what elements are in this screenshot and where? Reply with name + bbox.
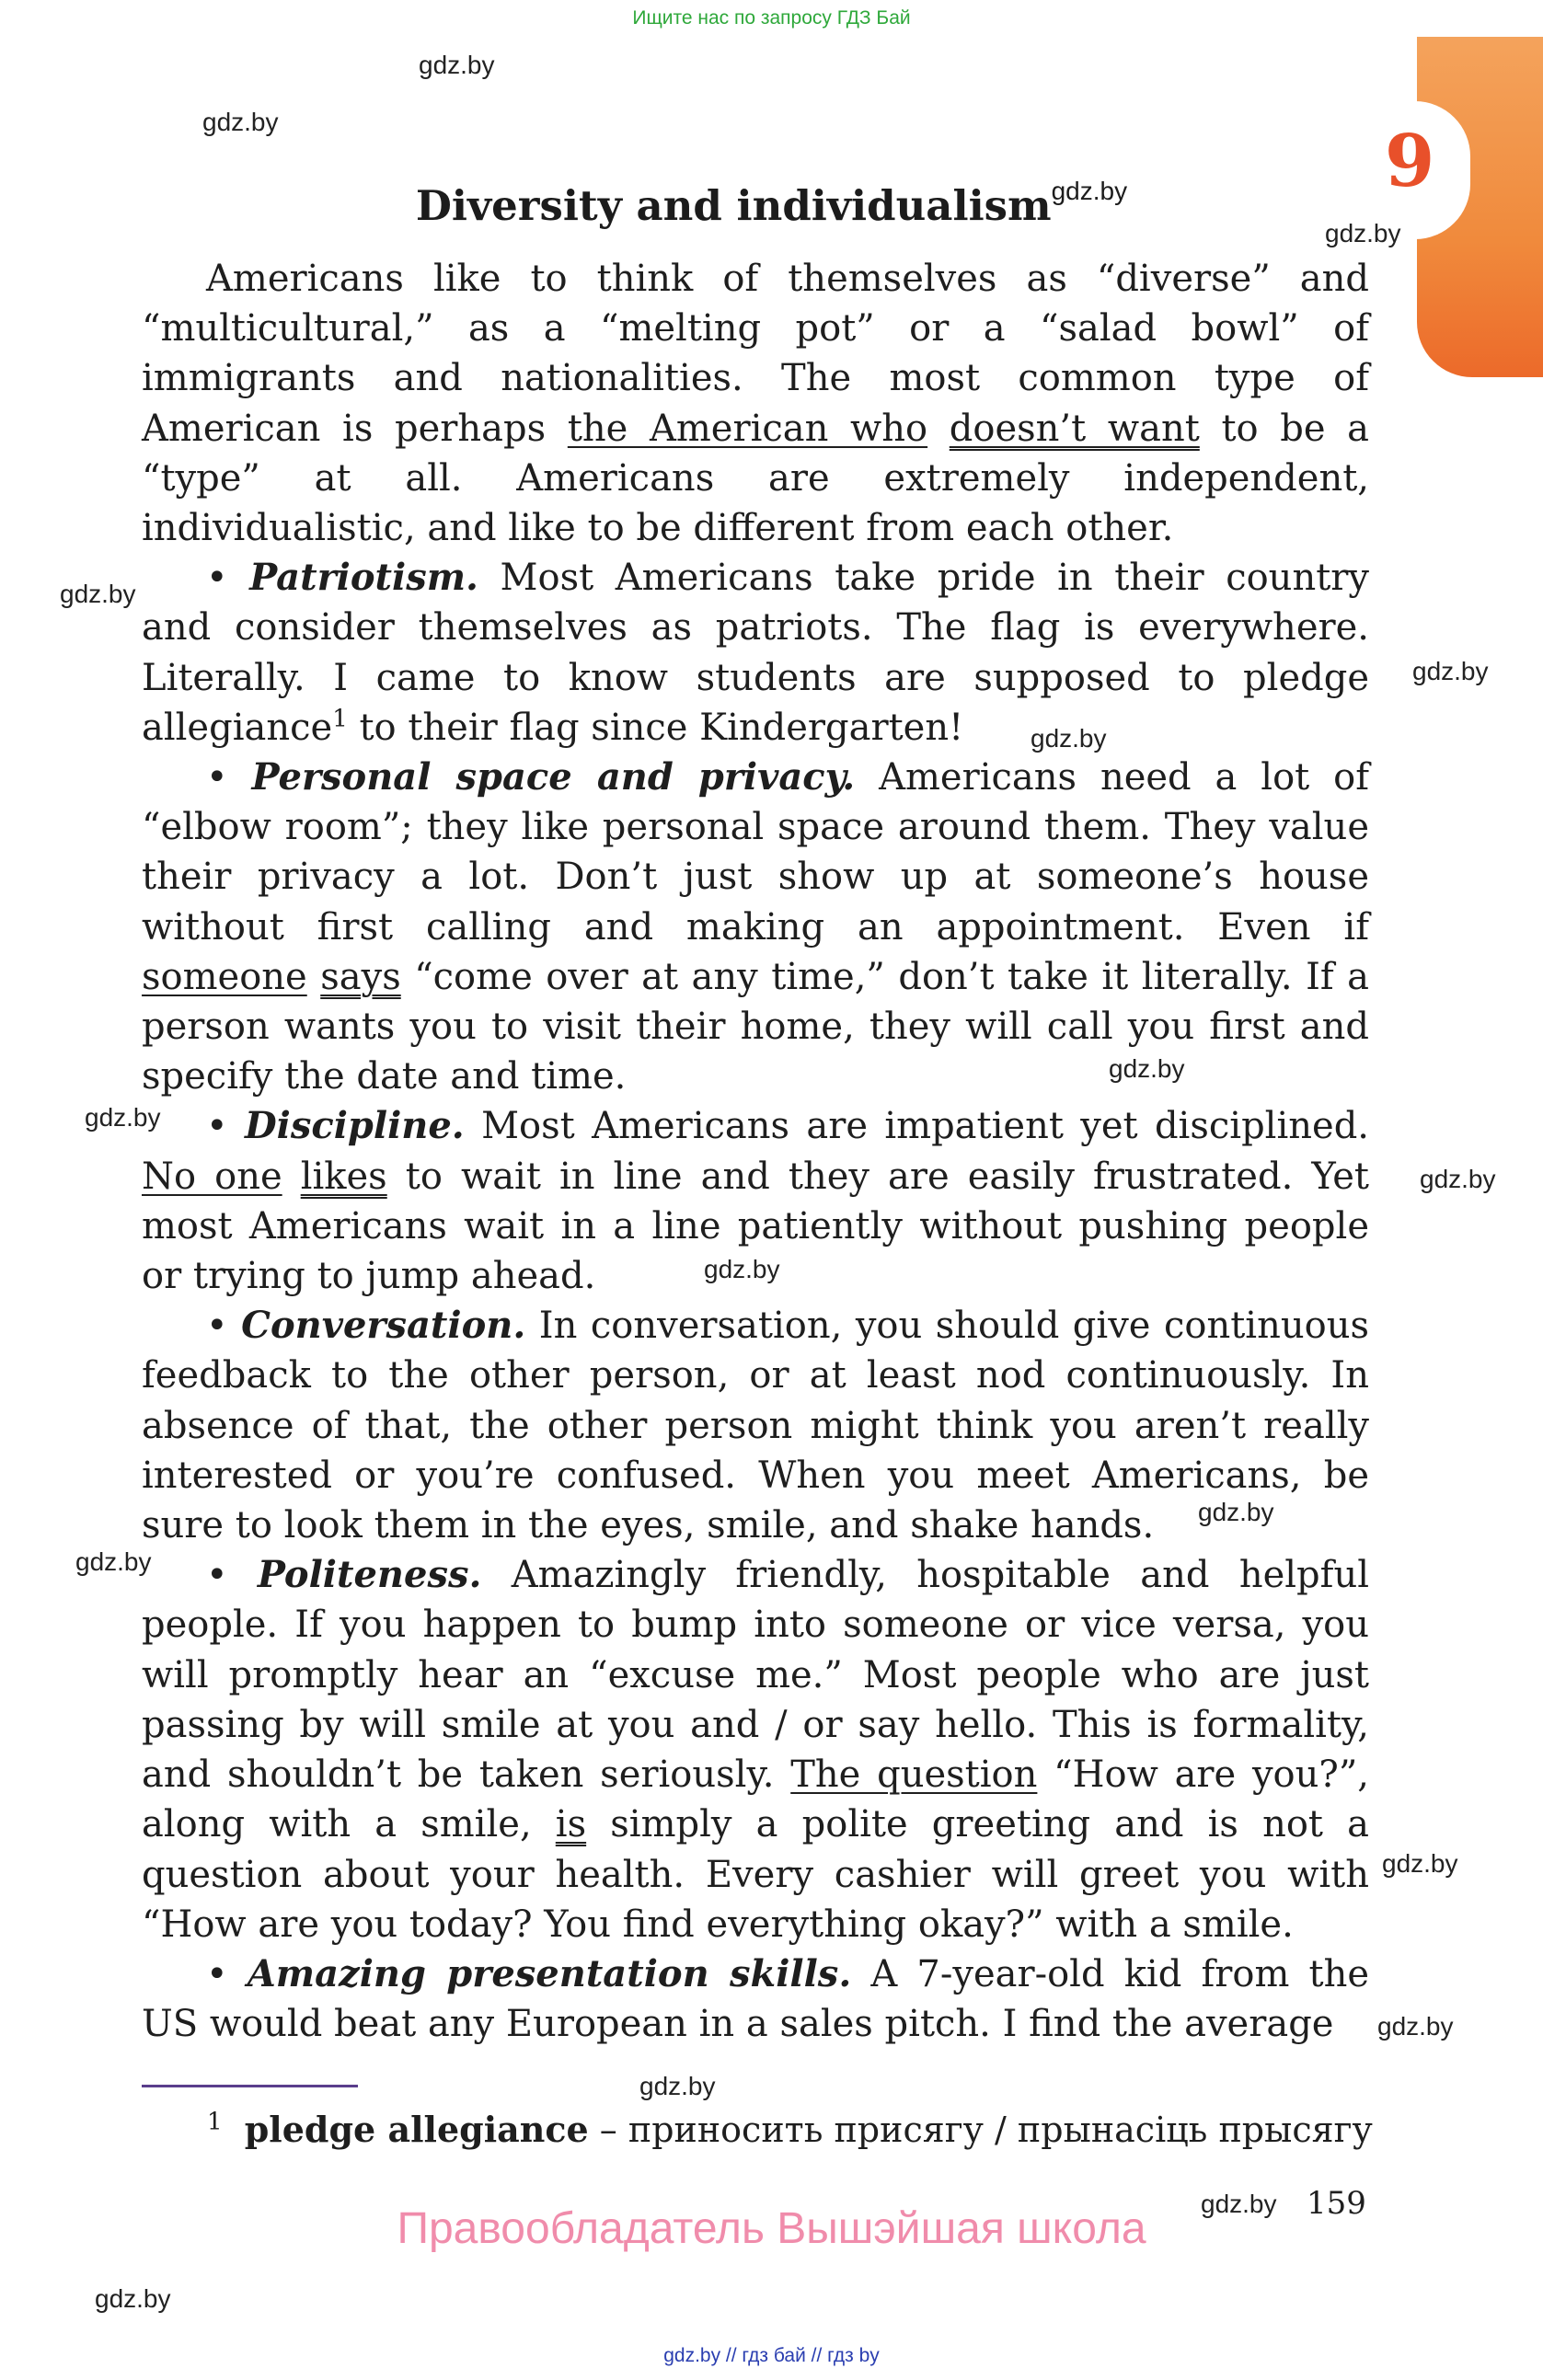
bullet: • (206, 1305, 228, 1348)
section-text: “come over at any time,” don’t take it literally. If a person wants you to visit their home, they will call you first and specify the date and time. (142, 955, 1370, 1098)
underlined-subject: the American who (567, 407, 928, 450)
watermark: gdz.by (95, 2284, 171, 2313)
bullet: • (206, 756, 228, 799)
watermark: gdz.by (202, 108, 279, 136)
watermark: gdz.by (1031, 724, 1107, 753)
section-text: Most Americans are impatient yet disciplined. (481, 1105, 1370, 1148)
watermark: gdz.by (1198, 1498, 1274, 1526)
article-body (142, 254, 1369, 2049)
footnote-ref[interactable]: 1 (332, 705, 348, 733)
bullet: • (206, 1952, 228, 1995)
bottom-links[interactable]: gdz.by // гдз бай // гдз by (663, 2345, 880, 2366)
section-text: Most Americans take pride in their country and consider themselves as patriots. The flag is everywhere. Literally. I came to know students are supposed to pledge allegiance (142, 557, 1369, 749)
footnote-number: 1 (207, 2108, 223, 2136)
term-conversation: Conversation. (241, 1304, 526, 1348)
watermark: gdz.by (1377, 2012, 1454, 2041)
watermark: gdz.by (75, 1547, 152, 1576)
paragraph-presentation (142, 1949, 1369, 2049)
section-text: “How are you?”, along with a smile, (142, 1753, 1370, 1846)
watermark: gdz.by (1325, 219, 1401, 247)
term-privacy: Personal space and privacy. (251, 755, 856, 799)
section-text: to wait in line and they are easily frustrated. Yet most Americans wait in a line patiently without pushing people or trying to jump ahead. (142, 1155, 1370, 1298)
copyright-notice: Правообладатель Вышэйшая школа (397, 2204, 1146, 2253)
paragraph-intro (142, 254, 1369, 553)
underlined-verb: says (320, 955, 401, 998)
title-text: Diversity and individualism (415, 181, 1052, 230)
section-text: A 7-year-old kid from the US would beat any European in a sales pitch. I find the average (142, 1952, 1370, 2046)
underlined-verb: likes (300, 1155, 387, 1198)
watermark: gdz.by (1412, 657, 1489, 685)
term-discipline: Discipline. (244, 1104, 465, 1148)
footnote-divider (142, 2085, 358, 2087)
top-search-hint[interactable]: Ищите нас по запросу ГДЗ Бай (632, 7, 911, 29)
underlined-subject: No one (142, 1155, 282, 1198)
underlined-verb: is (555, 1803, 587, 1846)
term-patriotism: Patriotism. (249, 556, 478, 600)
page-title (0, 177, 1543, 230)
footnote (207, 2109, 1373, 2150)
footnote-translation: – приносить присягу / прынасіць прысягу (599, 2110, 1373, 2150)
section-text: In conversation, you should give continuous feedback to the other person, or at least nod continuously. In absence of that, the other person might think you aren’t really interested or you’re confused. When you meet Americans, be sure to look them in the eyes, smile, and shake hands. (142, 1305, 1369, 1547)
paragraph-patriotism (142, 553, 1369, 753)
paragraph-politeness (142, 1550, 1369, 1949)
intro-text: to be a “type” at all. Americans are extremely independent, individualistic, and like to be different from each other. (142, 407, 1370, 550)
watermark: gdz.by (1201, 2190, 1277, 2218)
section-text: Americans need a lot of “elbow room”; they like personal space around them. They value their privacy a lot. Don’t just show up at someone’s house without first calling and making an appointment. Even if (142, 756, 1369, 949)
watermark: gdz.by (419, 51, 495, 79)
underlined-subject: someone (142, 955, 307, 998)
underlined-subject: The question (790, 1753, 1038, 1797)
watermark: gdz.by (60, 580, 136, 608)
section-text: simply a polite greeting and is not a question about your health. Every cashier will greet you with “How are you today? You find everything okay?” with a smile. (142, 1803, 1369, 1946)
paragraph-privacy (142, 753, 1369, 1101)
paragraph-conversation (142, 1301, 1369, 1550)
section-text: to their flag since Kindergarten! (359, 706, 964, 749)
term-politeness: Politeness. (257, 1553, 482, 1597)
footnote-term: pledge allegiance (244, 2109, 589, 2150)
intro-text: Americans like to think of themselves as “diverse” and “multicultural,” as a “melting pot” or a “salad bowl” of immigrants and nationalities. The most common type of American is perhaps (142, 258, 1369, 450)
watermark: gdz.by (85, 1103, 161, 1132)
underlined-verb: doesn’t want (949, 407, 1200, 450)
term-presentation: Amazing presentation skills. (247, 1951, 852, 1995)
unit-number: 9 (1385, 120, 1435, 203)
bullet: • (206, 1554, 228, 1597)
page-number: 159 (1307, 2185, 1366, 2222)
paragraph-discipline (142, 1101, 1369, 1301)
watermark: gdz.by (704, 1255, 780, 1283)
watermark: gdz.by (1420, 1165, 1496, 1193)
watermark: gdz.by (1051, 177, 1128, 205)
watermark: gdz.by (639, 2072, 716, 2100)
bullet: • (206, 1105, 228, 1148)
bullet: • (206, 557, 228, 600)
section-text: Amazingly friendly, hospitable and helpful people. If you happen to bump into someone or vice versa, you will promptly hear an “excuse me.” Most people who are just passing by will smile at you and / or say hello. This is formality, and shouldn’t be taken seriously. (142, 1554, 1370, 1797)
watermark: gdz.by (1382, 1849, 1458, 1878)
watermark: gdz.by (1109, 1054, 1185, 1083)
